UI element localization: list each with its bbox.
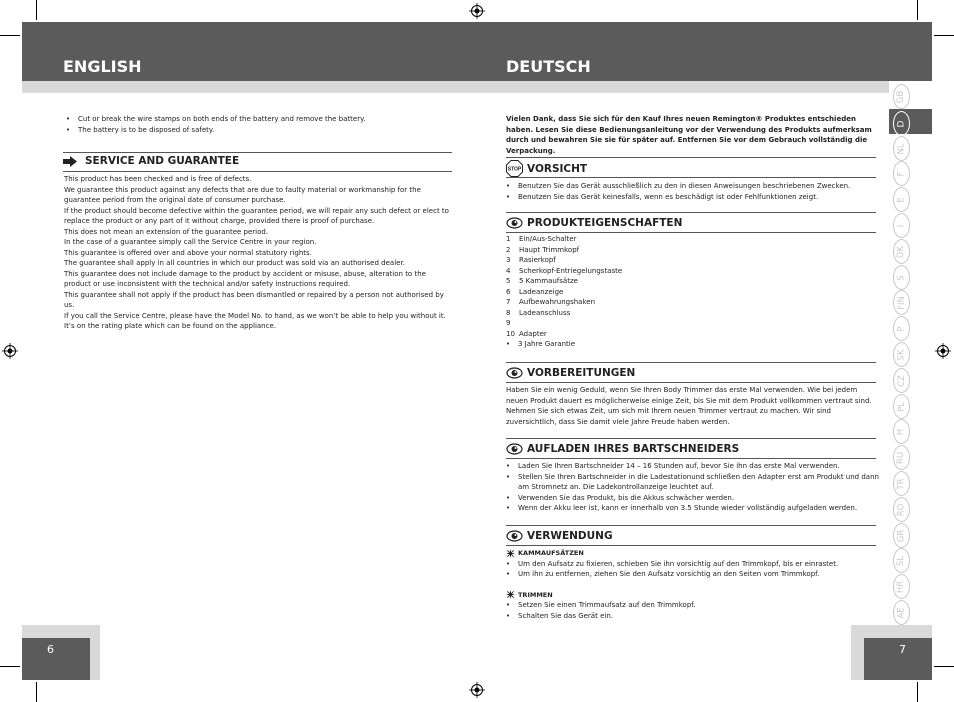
section-rule [506,525,876,526]
list-item: • Laden Sie Ihren Bartschneider 14 – 16 Stunden auf, bevor Sie ihn das erste Mal verwenden. [506,461,880,472]
tab-language-tr[interactable]: TR [893,471,910,496]
tab-language-f[interactable]: F [893,161,910,186]
produkt-heading-text: PRODUKTEIGENSCHAFTEN [527,217,683,229]
list-item: 1 Ein/Aus-Schalter [506,235,577,243]
page-number-left: 6 [47,643,54,656]
aufladen-bullets [506,461,880,514]
crop-mark [934,666,954,667]
section-rule [63,171,452,172]
tab-language-sk[interactable]: SK [893,342,910,367]
list-item: • Benutzen Sie das Gerät keinesfalls, wenn es beschädigt ist oder Fehlfunktionen zeigt. [506,192,878,203]
aufladen-heading-text: AUFLADEN IHRES BARTSCHNEIDERS [527,443,740,455]
tab-language-ae[interactable]: AE [893,600,910,625]
list-item: 2 Haupt Trimmkopf [506,245,580,254]
section-rule [506,177,876,178]
list-item: • Cut or break the wire stamps on both ends of the battery and remove the battery. [66,114,456,125]
crop-mark [934,35,954,36]
eye-icon [506,367,523,379]
vorbereitungen-heading [506,367,635,379]
paragraph: If the product should become defective within the guarantee period, we will repair any such defect or elect to replace the product or any part of it without charge, provided there is proof of purchase. [64,206,449,225]
section-rule [506,438,876,439]
paragraph: This guarantee does not include damage to the product by accident or misuse, abuse, alteration to the product or use inconsistent with the technical and/or safety instructions required. [64,269,426,288]
paragraph: It’s on the rating plate which can be found on the appliance. [64,322,276,330]
paragraph: This guarantee shall not apply if the product has been dismantled or repaired by a person not authorised by us. [64,290,444,309]
eye-icon [506,443,523,455]
sparkle-icon [506,590,515,599]
list-item: 4 Scherkopf-Entriegelungstaste [506,266,623,275]
eye-icon [506,217,523,229]
list-item: • The battery is to be disposed of safety. [66,125,456,136]
list-item: 10 Adapter [506,329,547,338]
tab-language-e[interactable]: E [893,187,910,212]
produkt-list [506,234,878,350]
tab-language-p[interactable]: P [893,316,910,341]
intro-bullets [66,114,456,135]
stop-icon-label: STOP [507,166,522,173]
vorsicht-heading-text: VORSICHT [527,162,588,175]
paragraph: This product has been checked and is free of defects. [64,175,252,183]
header-light-band [22,81,889,93]
list-item: • 3 Jahre Garantie [506,339,878,350]
tab-language-ro[interactable]: RO [893,497,910,522]
tab-language-fin[interactable]: FIN [893,290,910,315]
eye-icon [506,530,523,542]
footer-right-dark [864,638,932,680]
tab-language-h[interactable]: H [893,419,910,444]
list-item: 3 Rasierkopf [506,256,556,264]
page-title-english: ENGLISH [63,57,142,76]
list-item: 6 Ladeanzeige [506,287,564,296]
list-item: • Setzen Sie einen Trimmaufsatz auf den Trimmkopf. [506,600,880,611]
verwendung-heading [506,530,613,542]
kammaufsaetzen-subheading: KAMMAUFSÄTZEN [506,548,880,559]
service-text [64,174,454,332]
vorbereitungen-heading-text: VORBEREITUNGEN [527,367,636,379]
tab-language-nl[interactable]: NL [893,136,910,161]
crop-mark [917,682,918,702]
page-number-right: 7 [899,643,906,656]
arrow-right-icon [63,156,77,167]
service-heading-text: SERVICE AND GUARANTEE [85,155,240,167]
trimmen-subheading: TRIMMEN [506,590,880,601]
list-item: • Stellen Sie Ihren Bartschneider in die Ladestationund schließen den Adapter erst am Produkt und dann am Stromnetz an. Die Ladekontrollanzeige leuchtet auf. [506,472,880,493]
registration-mark-icon [469,3,485,19]
section-rule [506,212,876,213]
list-item: 7 Aufbewahrungshaken [506,298,596,306]
section-rule [63,152,452,153]
tab-language-i[interactable]: I [893,213,910,238]
tab-language-dk[interactable]: DK [893,239,910,264]
vorsicht-heading [506,160,587,177]
tab-language-d[interactable]: D [893,111,910,136]
verwendung-content [506,548,880,621]
list-item: • Schalten Sie das Gerät ein. [506,611,880,622]
tab-language-pl[interactable]: PL [893,394,910,419]
tab-language-gb[interactable]: GB [893,84,910,109]
tab-language-hr[interactable]: HR [893,574,910,599]
paragraph: This does not mean an extension of the guarantee period. [64,227,269,236]
list-item: • Verwenden Sie das Produkt, bis die Akkus schwächer werden. [506,493,880,504]
section-rule [506,458,876,459]
paragraph: This guarantee is offered over and above your normal statutory rights. [64,248,312,257]
crop-mark [0,35,20,36]
list-item: • Wenn der Akku leer ist, kann er innerhalb von 3.5 Stunde wieder vollständig aufgeladen werden. [506,503,880,514]
section-rule [506,382,876,383]
tab-language-cz[interactable]: CZ [893,368,910,393]
sparkle-icon [506,549,515,558]
tab-language-sl[interactable]: SL [893,548,910,573]
list-item: • Um den Aufsatz zu fixieren, schieben Sie ihn vorsichtig auf den Trimmkopf, bis er einrastet. [506,559,880,570]
intro-paragraph: Vielen Dank, dass Sie sich für den Kauf Ihres neuen Remington® Produktes entschieden haben. Lesen Sie diese Bedienungsanleitung vor der Verwendung des Produkts aufmerksam durch und bewahren Sie sie für später auf. Entfernen Sie vor dem Gebrauch vollständig die Verpackung. [506,115,872,155]
footer-left-dark [22,638,90,680]
crop-mark [36,682,37,702]
vorbereitungen-text: Haben Sie ein wenig Geduld, wenn Sie Ihren Body Trimmer das erste Mal verwenden. Wie bei jedem neuen Produkt dauert es möglicherweise einige Zeit, bis Sie mit dem Produkt vollkommen vertraut sind. Nehmen Sie sich etwas Zeit, um sich mit Ihrem neuen Trimmer vertraut zu machen. Wir sind zuversichtlich, dass Sie damit viele Jahre Freude haben werden. [506,386,872,426]
paragraph: We guarantee this product against any defects that are due to faulty material or workmanship for the guarantee period from the original date of consumer purchase. [64,185,421,204]
registration-mark-icon [935,343,951,359]
section-rule [506,232,876,233]
page-title-deutsch: DEUTSCH [506,57,591,76]
list-item: 9 [506,319,511,327]
header-band [22,22,932,81]
list-item: • Benutzen Sie das Gerät ausschließlich zu den in diesen Anweisungen beschriebenen Zwecken. [506,181,878,192]
registration-mark-icon [469,682,485,698]
section-rule [506,545,876,546]
crop-mark [917,0,918,20]
list-item: 8 Ladeanschluss [506,308,571,317]
aufladen-heading [506,443,739,455]
tab-language-s[interactable]: S [893,265,910,290]
vorsicht-bullets [506,181,878,202]
section-rule [506,157,876,158]
paragraph: In the case of a guarantee simply call the Service Centre in your region. [64,238,317,246]
paragraph: The guarantee shall apply in all countries in which our product was sold via an authorised dealer. [64,259,405,267]
paragraph: If you call the Service Centre, please have the Model No. to hand, as we won’t be able to help you without it. [64,311,446,320]
registration-mark-icon [2,343,18,359]
stop-icon [506,160,523,177]
list-item: 5 5 Kammaufsätze [506,277,578,285]
crop-mark [36,0,37,20]
service-heading [63,155,239,167]
crop-mark [0,666,20,667]
list-item: • Um ihn zu entfernen, ziehen Sie den Aufsatz vorsichtig an den Seiten vom Trimmkopf. [506,569,880,580]
tab-language-ru[interactable]: RU [893,445,910,470]
produkt-heading [506,217,682,229]
verwendung-heading-text: VERWENDUNG [527,530,613,542]
section-rule [506,362,876,363]
tab-language-gr[interactable]: GR [893,523,910,548]
